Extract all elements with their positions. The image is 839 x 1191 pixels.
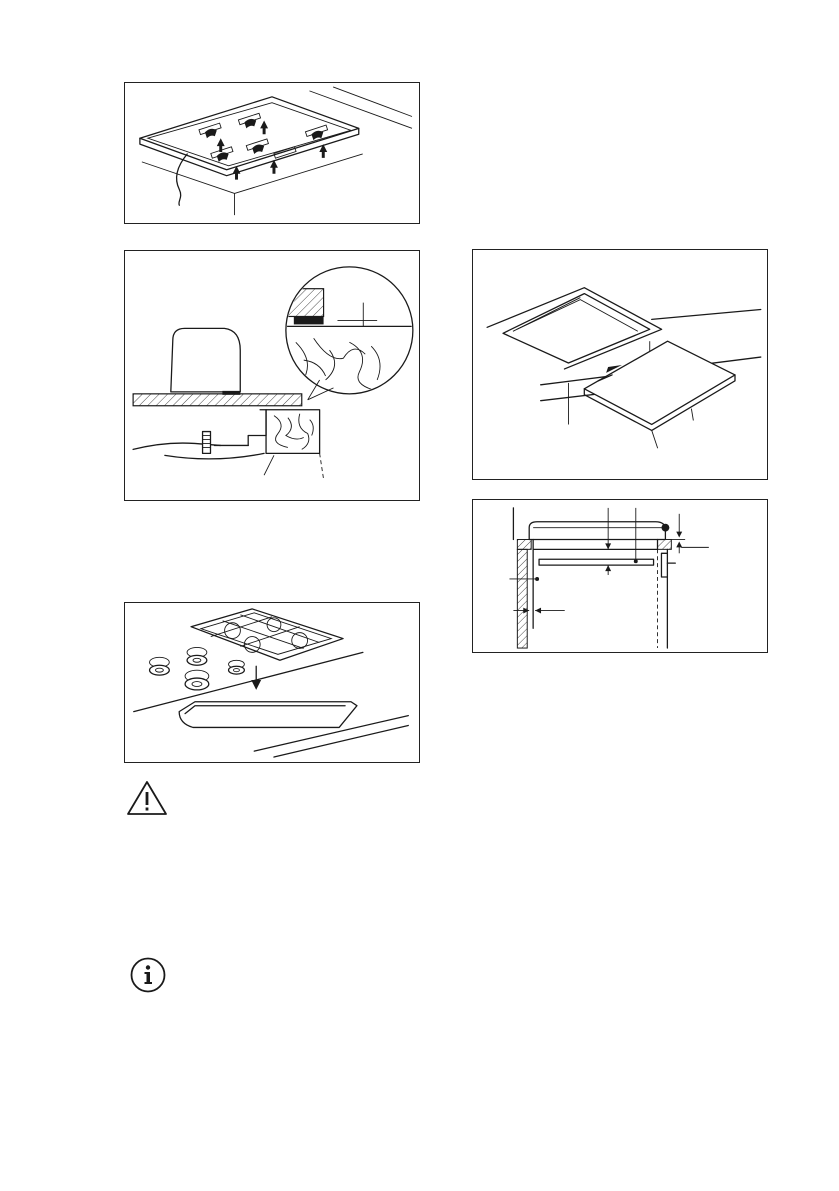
figure-seal-strip bbox=[124, 82, 420, 224]
hob-underside-seal-illustration bbox=[125, 83, 419, 223]
figure-insert-hob bbox=[124, 602, 420, 763]
hob-insertion-illustration bbox=[125, 603, 419, 762]
worktop-clamp-cross-section-illustration bbox=[125, 251, 419, 500]
warning-triangle-icon bbox=[125, 779, 169, 817]
figure-dimensions bbox=[472, 499, 768, 653]
figure-panel-mount bbox=[472, 249, 768, 480]
hob-into-worktop-illustration bbox=[473, 250, 767, 479]
information-icon bbox=[129, 956, 167, 994]
figure-clamp-detail bbox=[124, 250, 420, 501]
cabinet-clearance-diagram bbox=[473, 500, 767, 652]
